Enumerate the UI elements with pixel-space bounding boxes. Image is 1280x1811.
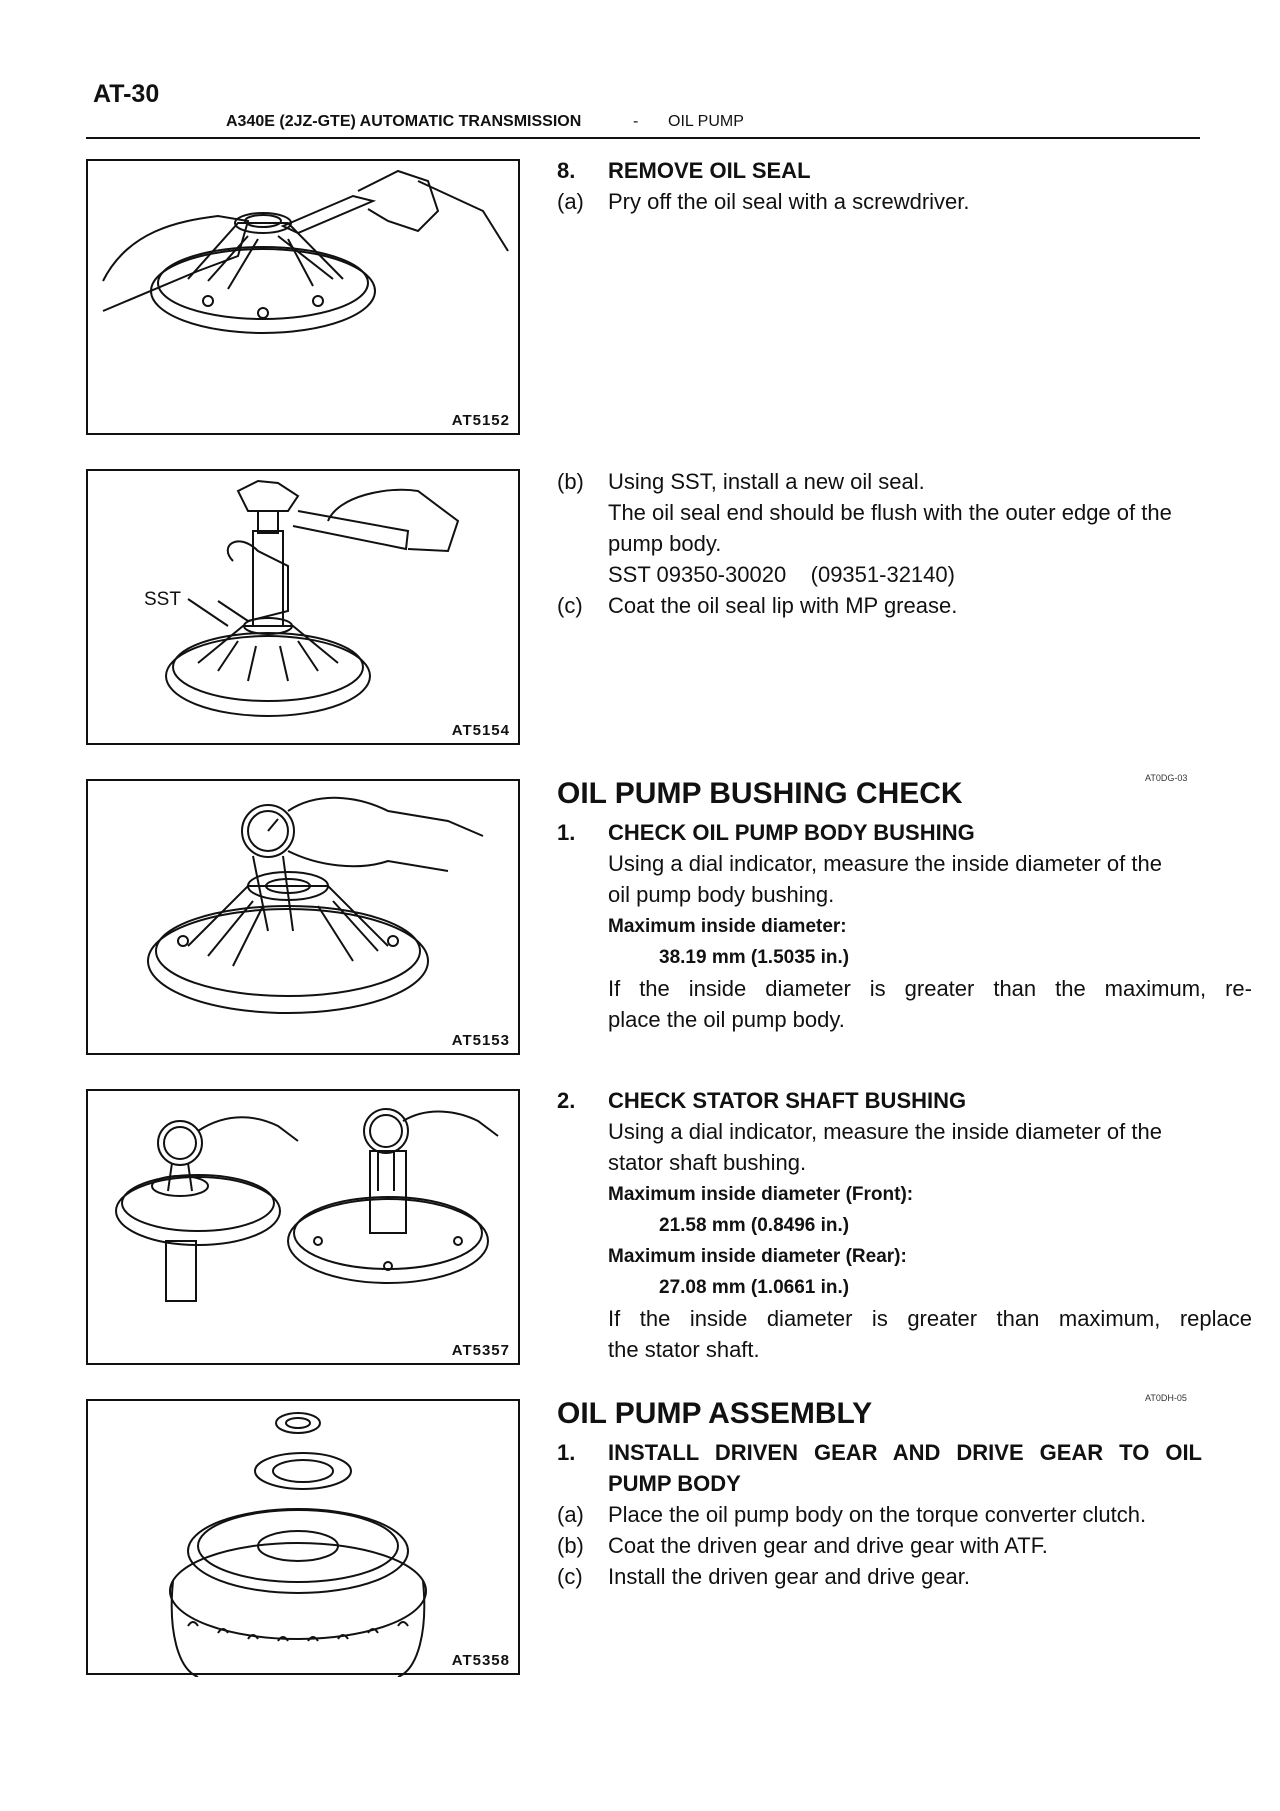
- substep-tag: (a): [557, 189, 584, 214]
- figure-code: AT5357: [451, 1342, 510, 1359]
- body-text: oil pump body bushing.: [608, 882, 835, 907]
- step-number: 1.: [557, 820, 576, 845]
- substep-tag: (b): [557, 469, 584, 494]
- section-code: AT0DH-05: [1145, 1393, 1187, 1403]
- substep-text: Coat the driven gear and drive gear with ATF.: [608, 1533, 1048, 1558]
- spec-value: 21.58 mm (0.8496 in.): [659, 1215, 850, 1236]
- spec-label: Maximum inside diameter (Front):: [608, 1184, 914, 1205]
- substep-tag: (b): [557, 1533, 584, 1558]
- figure-code: AT5152: [451, 412, 510, 429]
- substep-text: Coat the oil seal lip with MP grease.: [608, 593, 958, 618]
- body-text: place the oil pump body.: [608, 1007, 845, 1032]
- step-title: CHECK OIL PUMP BODY BUSHING: [608, 820, 975, 845]
- substep-tag: (a): [557, 1502, 584, 1527]
- step-title: REMOVE OIL SEAL: [608, 158, 811, 183]
- section-title: OIL PUMP BUSHING CHECK: [557, 777, 963, 810]
- figure-code: AT5153: [451, 1032, 510, 1049]
- step-number: 2.: [557, 1088, 576, 1113]
- figure-code: AT5154: [451, 722, 510, 739]
- substep-text: Install the driven gear and drive gear.: [608, 1564, 971, 1589]
- step-number: 1.: [557, 1440, 576, 1465]
- step-title: CHECK STATOR SHAFT BUSHING: [608, 1088, 967, 1113]
- figure-remove-oil-seal: [86, 159, 520, 435]
- body-text: Using a dial indicator, measure the inside diameter of the: [608, 851, 1162, 876]
- body-text: If the inside diameter is greater than maximum, replace: [608, 1306, 1252, 1331]
- substep-text: Pry off the oil seal with a screwdriver.: [608, 189, 970, 214]
- step-title: PUMP BODY: [608, 1471, 741, 1496]
- step-number: 8.: [557, 158, 576, 183]
- body-text: Using a dial indicator, measure the inside diameter of the: [608, 1119, 1162, 1144]
- figure-gear-install: [86, 1399, 520, 1675]
- figure-install-oil-seal: [86, 469, 520, 745]
- spec-value: 27.08 mm (1.0661 in.): [659, 1277, 850, 1298]
- spec-label: Maximum inside diameter:: [608, 916, 847, 937]
- step-title: INSTALL DRIVEN GEAR AND DRIVE GEAR TO OIL: [608, 1440, 1202, 1465]
- figure-pump-body-bushing: [86, 779, 520, 1055]
- substep-tag: (c): [557, 1564, 583, 1589]
- figure-stator-shaft-bushing: [86, 1089, 520, 1365]
- spec-value: 38.19 mm (1.5035 in.): [659, 947, 850, 968]
- header-rule: [86, 137, 1200, 139]
- section-code: AT0DG-03: [1145, 773, 1188, 783]
- section-title: OIL PUMP ASSEMBLY: [557, 1397, 873, 1430]
- substep-text: The oil seal end should be flush with the outer edge of the: [608, 500, 1172, 525]
- substep-tag: (c): [557, 593, 583, 618]
- sst-callout: SST: [144, 589, 181, 610]
- header-section: OIL PUMP: [668, 113, 744, 130]
- substep-text: Using SST, install a new oil seal.: [608, 469, 925, 494]
- figure-code: AT5358: [451, 1652, 510, 1669]
- substep-text: Place the oil pump body on the torque converter clutch.: [608, 1502, 1147, 1527]
- page-number: AT-30: [93, 80, 160, 108]
- spec-label: Maximum inside diameter (Rear):: [608, 1246, 907, 1267]
- body-text: the stator shaft.: [608, 1337, 760, 1362]
- header-title: A340E (2JZ-GTE) AUTOMATIC TRANSMISSION: [226, 113, 582, 130]
- body-text: stator shaft bushing.: [608, 1150, 807, 1175]
- body-text: If the inside diameter is greater than the maximum, re-: [608, 976, 1252, 1001]
- substep-text: pump body.: [608, 531, 722, 556]
- sst-numbers: SST 09350-30020 (09351-32140): [608, 562, 955, 587]
- header-separator: -: [633, 113, 639, 130]
